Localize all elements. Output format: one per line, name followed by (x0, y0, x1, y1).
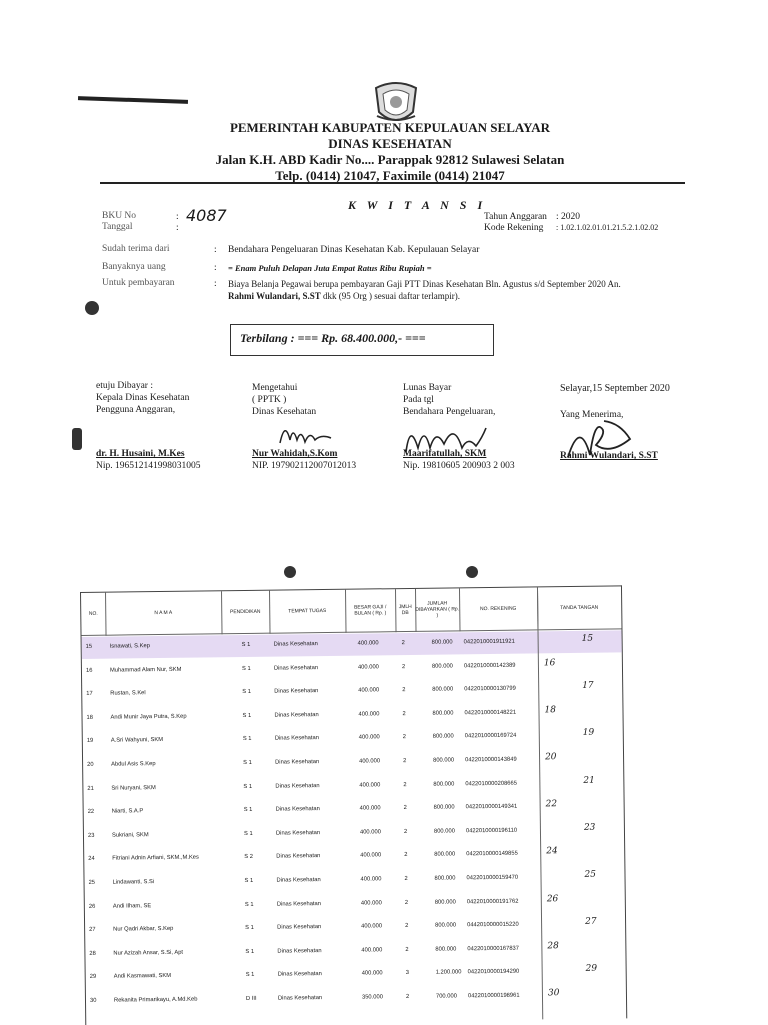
cell-gaji: 400.000 (361, 970, 383, 977)
cell-db: 2 (403, 781, 407, 788)
row-signature-number: 26 (546, 893, 559, 904)
punch-hole (466, 566, 478, 578)
cell-rek: 0422010000194290 (467, 969, 520, 976)
untuk-label: Untuk pembayaran (102, 278, 175, 288)
cell-nama: Andi Kasmawati, SKM (113, 973, 172, 981)
cell-no: 29 (89, 974, 97, 981)
cell-nama: Sukriani, SKM (111, 831, 149, 839)
row-signature-number: 25 (584, 869, 597, 880)
cell-jumlah: 800.000 (435, 946, 457, 953)
cell-no: 18 (86, 714, 94, 721)
cell-gaji: 400.000 (361, 947, 383, 954)
cell-db: 2 (404, 876, 408, 883)
cell-jumlah: 800.000 (433, 757, 455, 764)
cell-rek: 0422010000167837 (467, 945, 520, 953)
row-signature-number: 20 (544, 752, 557, 763)
tahun-label: Tahun Anggaran (484, 212, 547, 222)
letterhead-divider (100, 182, 685, 184)
signer-1-nip: Nip. 196512141998031005 (96, 461, 201, 471)
cell-pend: S 1 (245, 925, 254, 932)
row-signature-number: 17 (582, 680, 594, 692)
cell-nama: Nur Azizah Ansar, S.Si, Apt (113, 949, 184, 957)
row-signature-number: 22 (545, 799, 558, 810)
cell-jumlah: 700.000 (435, 993, 457, 1000)
row-signature-number: 24 (546, 846, 558, 857)
cell-db: 3 (405, 970, 409, 977)
header-jumlah: JUMLAH DIBAYARKAN ( Rp. ) (415, 588, 461, 632)
cell-no: 25 (88, 879, 96, 886)
cell-nama: Sri Nuryani, SKM (111, 784, 156, 792)
cell-nama: A.Sri Wahyuni, SKM (110, 737, 164, 745)
cell-jumlah: 800.000 (433, 828, 455, 835)
row-signature-number: 30 (547, 988, 560, 999)
tanggal-label: Tanggal (102, 222, 133, 232)
cell-rek: 0422010000130799 (464, 685, 516, 693)
cell-jumlah: 800.000 (433, 781, 455, 788)
terima-label: Sudah terima dari (102, 244, 170, 254)
header-nama: N A M A (105, 591, 223, 635)
cell-gaji: 400.000 (359, 781, 381, 789)
header-no: NO. (81, 593, 107, 636)
row-signature-number: 27 (585, 916, 597, 928)
cell-tempat: Dinas Kesehatan (275, 829, 321, 837)
cell-rek: 0422010000149855 (466, 851, 518, 858)
header-tanda-tangan: TANDA TANGAN (537, 586, 622, 630)
letterhead-phone: Telp. (0414) 21047, Faximile (0414) 21047 (275, 168, 505, 183)
cell-pend: S 1 (243, 830, 253, 837)
cell-tempat: Dinas Kesehatan (277, 924, 322, 931)
cell-nama: Andi Munir Jaya Putra, S.Kep (110, 713, 187, 721)
cell-rek: 0422010000208665 (465, 780, 517, 787)
banyak-label: Banyaknya uang (102, 262, 166, 272)
cell-gaji: 400.000 (357, 640, 379, 647)
cell-no: 28 (89, 950, 96, 957)
cell-no: 27 (89, 927, 96, 934)
cell-rek: 0422010000143849 (465, 756, 517, 764)
place-date: Selayar,15 September 2020 (560, 383, 670, 394)
cell-pend: D III (245, 995, 257, 1003)
cell-tempat: Dinas Kesehatan (276, 853, 321, 861)
cell-no: 24 (88, 856, 95, 863)
cell-gaji: 400.000 (361, 923, 383, 930)
signature-nur-wahidah (275, 418, 335, 448)
cell-jumlah: 800.000 (434, 875, 456, 882)
cell-gaji: 400.000 (360, 876, 382, 883)
cell-tempat: Dinas Kesehatan (277, 971, 322, 979)
cell-jumlah: 800.000 (434, 851, 456, 859)
cell-pend: S 1 (241, 665, 251, 672)
cell-db: 2 (405, 946, 409, 953)
cell-pend: S 2 (244, 854, 253, 861)
cell-jumlah: 800.000 (432, 710, 454, 717)
cell-pend: S 1 (243, 807, 253, 814)
clip-mark (72, 428, 82, 450)
cell-gaji: 400.000 (359, 805, 381, 812)
row-signature-number: 29 (585, 964, 598, 975)
cell-no: 20 (87, 761, 94, 768)
cell-gaji: 350.000 (361, 994, 383, 1001)
cell-tempat: Dinas Kesehatan (275, 759, 320, 766)
cell-rek: 0422010000198961 (467, 992, 520, 1000)
cell-rek: 0422010000149341 (465, 803, 518, 811)
cell-rek: 0422010000191762 (466, 898, 519, 905)
cell-jumlah: 800.000 (434, 899, 456, 906)
header-tempat: TEMPAT TUGAS (269, 590, 347, 634)
row-signature-number: 28 (547, 940, 559, 952)
banyak-value: = Enam Puluh Delapan Juta Empat Ratus Ribu Rupiah = (228, 263, 432, 273)
cell-nama: Niarti, S.A.P (111, 808, 144, 815)
cell-gaji: 400.000 (360, 899, 382, 907)
cell-tempat: Dinas Kesehatan (276, 877, 321, 884)
untuk-value-line1: Biaya Belanja Pegawai berupa pembayaran Gaji PTT Dinas Kesehatan Bln. Agustus s/d September 2020 An. (228, 279, 621, 289)
cell-gaji: 400.000 (359, 758, 381, 765)
cell-no: 30 (89, 997, 97, 1004)
cell-gaji: 400.000 (357, 663, 379, 671)
cell-db: 2 (405, 923, 409, 930)
letterhead-office: DINAS KESEHATAN (328, 136, 452, 151)
cell-tempat: Dinas Kesehatan (274, 711, 319, 719)
cell-tempat: Dinas Kesehatan (273, 641, 318, 648)
cell-no: 15 (85, 643, 93, 650)
cell-pend: S 1 (245, 972, 255, 979)
payment-list-table (80, 585, 627, 1025)
cell-nama: Rekanita Primarikayu, A.Md.Keb (113, 996, 198, 1004)
header-db: JMLH DB (395, 589, 417, 632)
signer-pptk: Mengetahui ( PPTK ) Dinas Kesehatan (252, 383, 317, 417)
cell-jumlah: 800.000 (432, 733, 454, 741)
letterhead-government: PEMERINTAH KABUPATEN KEPULAUAN SELAYAR (229, 120, 551, 135)
cell-db: 2 (401, 640, 405, 647)
cell-no: 19 (86, 738, 94, 745)
cell-db: 2 (401, 663, 406, 670)
signer-3-name: Maarifatullah, SKM (403, 449, 487, 459)
signer-1-name: dr. H. Husaini, M.Kes (96, 449, 185, 459)
cell-jumlah: 800.000 (431, 663, 453, 670)
cell-nama: Muhammad Alam Nur, SKM (109, 666, 182, 674)
bku-label: BKU No (102, 211, 137, 221)
document-title: K W I T A N S I (348, 198, 487, 212)
cell-db: 2 (404, 852, 408, 859)
cell-rek: 0442010000015220 (467, 921, 519, 929)
cell-tempat: Dinas Kesehatan (276, 900, 322, 908)
cell-no: 17 (86, 691, 93, 698)
cell-tempat: Dinas Kesehatan (274, 688, 319, 695)
cell-pend: S 1 (243, 783, 253, 790)
kode-value: : 1.02.1.02.01.01.21.5.2.1.02.02 (556, 223, 659, 232)
cell-db: 2 (402, 687, 406, 694)
letterhead (200, 120, 580, 184)
header-gaji: BESAR GAJI / BULAN ( Rp. ) (345, 589, 397, 633)
row-signature-number: 15 (581, 633, 594, 644)
cell-nama: Lindawanti, S.Si (112, 879, 155, 886)
cell-gaji: 400.000 (360, 852, 382, 859)
header-pendidikan: PENDIDIKAN (221, 591, 271, 635)
cell-db: 2 (403, 758, 407, 765)
row-signature-number: 23 (583, 822, 596, 833)
cell-jumlah: 1.200.000 (435, 969, 462, 977)
cell-no: 26 (88, 903, 96, 910)
untuk-value-line2: Rahmi Wulandari, S.ST dkk (95 Org ) sesuai daftar terlampir). (228, 291, 460, 301)
cell-pend: S 1 (242, 689, 251, 696)
cell-tempat: Dinas Kesehatan (275, 806, 320, 813)
cell-no: 23 (87, 832, 95, 839)
cell-jumlah: 800.000 (435, 922, 457, 929)
cell-rek: 0422010000196110 (465, 827, 518, 835)
signer-2-nip: NIP. 197902112007012013 (252, 461, 357, 471)
tahun-value: : 2020 (556, 212, 581, 222)
row-signature-number: 16 (543, 657, 556, 668)
cell-nama: Abdul Asis S.Kep (111, 761, 156, 768)
cell-pend: S 1 (245, 948, 255, 955)
cell-pend: S 1 (243, 759, 252, 767)
cell-db: 2 (405, 994, 410, 1001)
cell-tempat: Dinas Kesehatan (273, 664, 319, 672)
cell-pend: S 1 (242, 712, 252, 719)
letterhead-address: Jalan K.H. ABD Kadir No.... Parappak 92812 Sulawesi Selatan (215, 152, 565, 167)
signer-bendahara: Lunas Bayar Pada tgl Bendahara Pengeluaran, (403, 383, 496, 417)
cell-tempat: Dinas Kesehatan (274, 735, 320, 743)
cell-rek: 0422010000142389 (463, 662, 516, 669)
cell-jumlah: 800.000 (432, 686, 454, 693)
cell-rek: 0422010000148221 (464, 709, 517, 717)
cell-gaji: 400.000 (359, 829, 381, 836)
cell-no: 22 (87, 809, 95, 816)
cell-gaji: 400.000 (358, 734, 380, 741)
cell-tempat: Dinas Kesehatan (275, 782, 320, 790)
cell-no: 16 (85, 667, 93, 674)
cell-rek: 0422010000169724 (464, 733, 517, 740)
signer-3-nip: Nip. 19810605 200903 2 003 (403, 461, 515, 471)
cell-db: 2 (403, 805, 407, 812)
cell-tempat: Dinas Kesehatan (277, 947, 322, 955)
cell-pend: S 1 (244, 901, 254, 908)
cell-db: 2 (404, 899, 409, 906)
cell-db: 2 (403, 828, 408, 835)
cell-no: 21 (87, 785, 94, 792)
cell-nama: Rustan, S.Kel (110, 690, 146, 697)
cell-db: 2 (402, 734, 407, 741)
cell-nama: Isnawati, S.Kep (109, 643, 150, 650)
signer-4-name: Rahmi Wulandari, S.ST (560, 451, 658, 461)
punch-hole (85, 301, 99, 315)
kode-label: Kode Rekening (484, 223, 544, 233)
cell-tempat: Dinas Kesehatan (277, 995, 323, 1002)
row-signature-number: 18 (544, 704, 556, 716)
cell-pend: S 1 (242, 736, 252, 743)
yang-menerima: Yang Menerima, (560, 410, 624, 420)
cell-gaji: 400.000 (358, 711, 380, 718)
cell-jumlah: 800.000 (431, 639, 453, 646)
punch-hole (284, 566, 296, 578)
cell-pend: S 1 (244, 877, 254, 885)
row-signature-number: 21 (583, 775, 595, 786)
terbilang-amount: Terbilang : === Rp. 68.400.000,- === (240, 331, 426, 345)
cell-db: 2 (402, 710, 406, 717)
cell-nama: Nur Qadri Akbar, S.Kep (113, 926, 174, 933)
cell-nama: Andi Ilham, SE (112, 902, 152, 910)
cell-nama: Fitriani Adnin Arfiani, SKM.,M.Kes (112, 854, 199, 863)
cell-jumlah: 800.000 (433, 804, 455, 811)
cell-gaji: 400.000 (358, 687, 380, 694)
signer-2-name: Nur Wahidah,S.Kom (252, 449, 338, 459)
bku-number-handwritten: 4087 (186, 206, 227, 225)
cell-rek: 0422010000159470 (466, 874, 519, 882)
signature-column (537, 586, 627, 1019)
cell-pend: S 1 (241, 641, 251, 649)
terima-value: Bendahara Pengeluaran Dinas Kesehatan Kab. Kepulauan Selayar (228, 245, 480, 255)
header-rekening: NO. REKENING (459, 587, 539, 631)
signer-pengguna-anggaran: etuju Dibayar : Kepala Dinas Kesehatan Pengguna Anggaran, (96, 381, 190, 415)
row-signature-number: 19 (582, 728, 595, 739)
cell-rek: 0422010001911921 (463, 638, 515, 646)
